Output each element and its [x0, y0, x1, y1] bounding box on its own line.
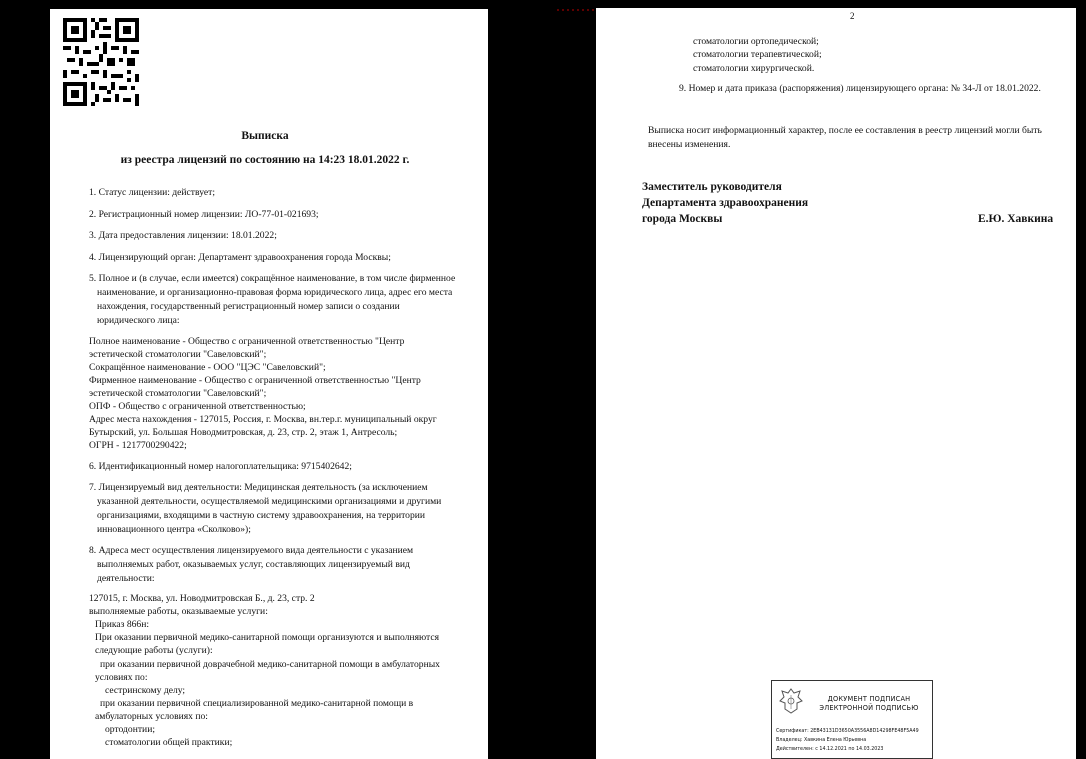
text-line: выполняемые работы, оказываемые услуги: [89, 606, 268, 617]
text-line: стоматологии терапевтической; [693, 49, 822, 60]
signatory-name: Е.Ю. Хавкина [978, 213, 1054, 225]
stamp-certificate: Сертификат: 2EB43131D3650A3556A8D14298FE48F5A49 [776, 729, 919, 734]
text-line: инновационного центра «Сколково»); [97, 524, 251, 535]
text-line: при оказании первичной специализированной медико-санитарной помощи в [100, 698, 414, 709]
text-line: сестринскому делу; [105, 685, 186, 696]
electronic-signature-stamp [771, 680, 933, 759]
text-line: нахождения, государственный регистрационный номер записи о создании [97, 301, 400, 312]
document-page-2 [596, 8, 1076, 759]
stamp-title-line1: ДОКУМЕНТ ПОДПИСАН [827, 695, 911, 703]
stamp-title-line2: ЭЛЕКТРОННОЙ ПОДПИСЬЮ [819, 704, 919, 712]
text-line: наименование, и организационно-правовая форма юридического лица, адрес его места [97, 287, 453, 298]
text-line: Выписка носит информационный характер, после ее составления в реестр лицензий могли быть [648, 125, 1042, 136]
text-line: Фирменное наименование - Общество с ограниченной ответственностью "Центр [89, 375, 421, 386]
text-line: 3. Дата предоставления лицензии: 18.01.2022; [89, 230, 277, 241]
stamp-owner: Владелец: Хавкина Елена Юрьевна [776, 738, 867, 743]
text-line: Адрес места нахождения - 127015, Россия, г. Москва, вн.тер.г. муниципальный округ [89, 414, 437, 425]
red-artifact [555, 0, 605, 4]
text-line: 9. Номер и дата приказа (распоряжения) лицензирующего органа: № 34-Л от 18.01.2022. [679, 83, 1041, 94]
text-line: 1. Статус лицензии: действует; [89, 187, 215, 198]
text-line: ОГРН - 1217700290422; [89, 440, 187, 451]
text-line: стоматологии ортопедической; [693, 36, 819, 47]
text-line: стоматологии хирургической. [693, 63, 815, 74]
text-line: При оказании первичной медико-санитарной помощи организуются и выполняются [95, 632, 439, 643]
text-line: эстетической стоматологии "Савеловский"; [89, 349, 267, 360]
text-line: условиях по: [95, 672, 148, 683]
text-line: ортодонтии; [105, 724, 155, 735]
text-line: указанной деятельности, осуществляемой медицинскими организациями и другими [97, 496, 442, 507]
text-line: 5. Полное и (в случае, если имеется) сокращённое наименование, в том числе фирменное [89, 273, 456, 284]
signatory-position-line1: Заместитель руководителя [642, 181, 782, 193]
text-line: Полное наименование - Общество с ограниченной ответственностью "Центр [89, 336, 405, 347]
qr-code-icon [63, 18, 139, 106]
document-title: Выписка [241, 130, 289, 142]
stamp-validity: Действителен: с 14.12.2021 по 14.03.2023 [776, 747, 884, 752]
text-line: стоматологии общей практики; [105, 737, 233, 748]
document-page-1 [50, 9, 488, 759]
text-line: ОПФ - Общество с ограниченной ответственностью; [89, 401, 306, 412]
document-subtitle: из реестра лицензий по состоянию на 14:23 18.01.2022 г. [120, 154, 410, 166]
text-line: при оказании первичной доврачебной медико-санитарной помощи в амбулаторных [100, 659, 440, 670]
coat-of-arms-icon [778, 687, 804, 715]
text-line: 8. Адреса мест осуществления лицензируемого вида деятельности с указанием [89, 545, 414, 556]
text-line: деятельности: [97, 573, 155, 584]
text-line: Сокращённое наименование - ООО "ЦЭС "Савеловский"; [89, 362, 326, 373]
text-line: организациями, входящими в частную систему здравоохранения, на территории [97, 510, 426, 521]
signatory-position-line3: города Москвы [642, 213, 723, 225]
text-line: амбулаторных условиях по: [95, 711, 208, 722]
text-line: Приказ 866н: [95, 619, 150, 630]
text-line: 7. Лицензируемый вид деятельности: Медицинская деятельность (за исключением [89, 482, 428, 493]
signatory-position-line2: Департамента здравоохранения [642, 197, 809, 209]
text-line: 2. Регистрационный номер лицензии: ЛО-77-01-021693; [89, 209, 319, 220]
text-line: 127015, г. Москва, ул. Новодмитровская Б., д. 23, стр. 2 [89, 593, 315, 604]
text-line: следующие работы (услуги): [95, 645, 213, 656]
text-line: 6. Идентификационный номер налогоплательщика: 9715402642; [89, 461, 352, 472]
text-line: внесены изменения. [648, 139, 731, 150]
text-line: Бутырский, ул. Большая Новодмитровская, д. 23, стр. 2, этаж 1, Антресоль; [89, 427, 398, 438]
page-number: 2 [850, 11, 855, 21]
text-line: юридического лица: [97, 315, 180, 326]
stamp-title [810, 695, 928, 713]
text-line: выполняемых работ, оказываемых услуг, составляющих лицензируемый вид [97, 559, 410, 570]
text-line: 4. Лицензирующий орган: Департамент здравоохранения города Москвы; [89, 252, 391, 263]
text-line: эстетической стоматологии "Савеловский"; [89, 388, 267, 399]
